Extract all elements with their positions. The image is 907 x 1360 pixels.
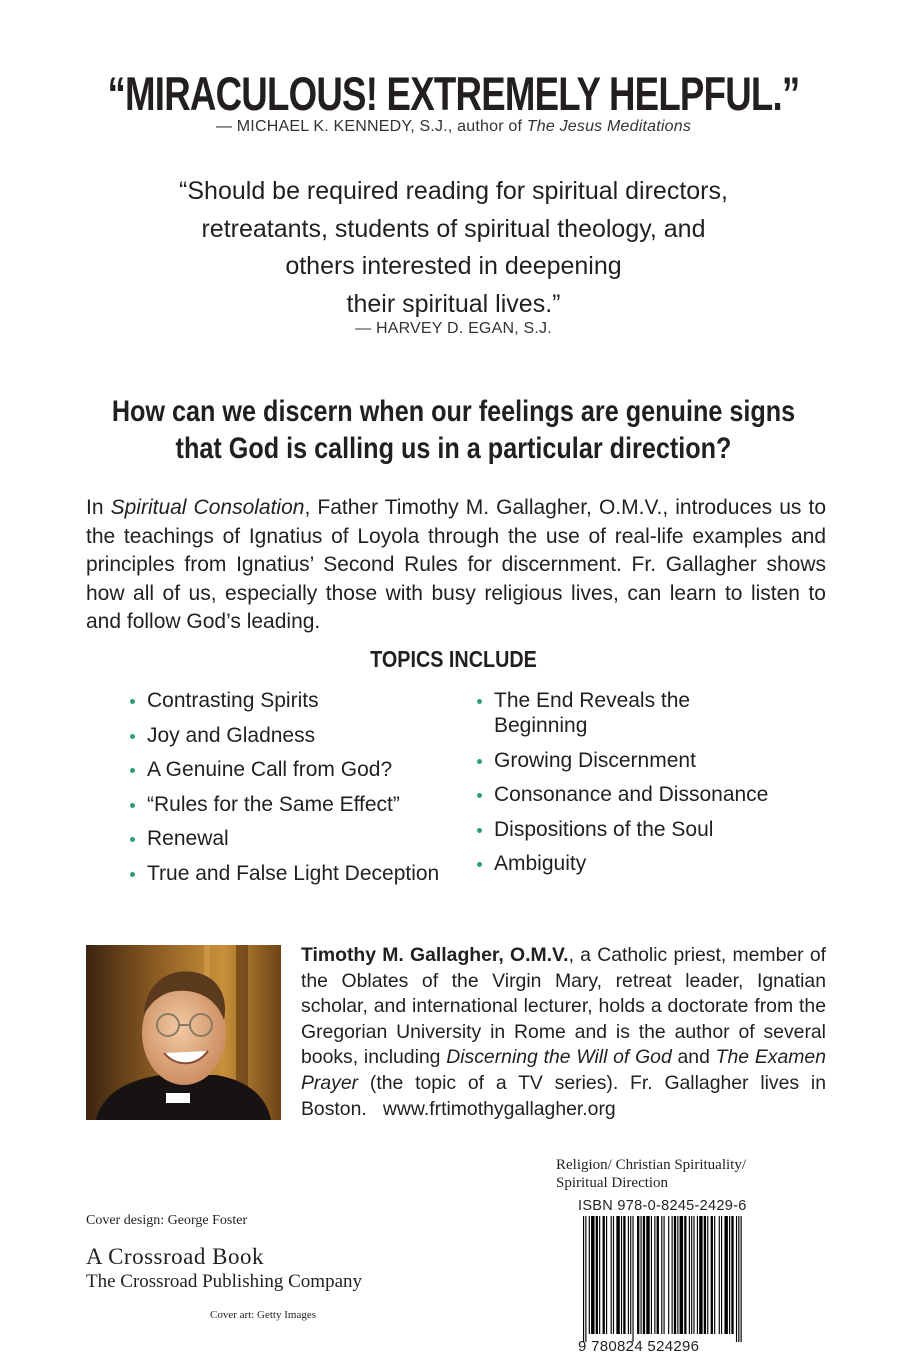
author-photo <box>86 945 281 1120</box>
category-line: Religion/ Christian Spirituality/ <box>556 1157 746 1173</box>
bullet-icon <box>477 862 482 867</box>
topic-item <box>473 782 803 807</box>
barcode-bar <box>668 1216 669 1334</box>
topic-item <box>126 757 466 782</box>
attribution-name: — MICHAEL K. KENNEDY, S.J., author of <box>215 118 527 135</box>
description-text: In <box>86 496 111 519</box>
barcode-bar <box>630 1216 631 1334</box>
review-quote-line: their spiritual lives.” <box>346 289 561 318</box>
topics-list-right <box>473 688 803 886</box>
barcode-bar <box>697 1216 698 1334</box>
barcode-bar <box>585 1216 586 1342</box>
headline-line: How can we discern when our feelings are genuine signs <box>111 395 796 428</box>
barcode-bar <box>603 1216 605 1334</box>
book-description <box>86 494 826 637</box>
pull-quote: “MIRACULOUS! EXTREMELY HELPFUL.” <box>107 67 800 120</box>
topic-label: The End Reveals the Beginning <box>494 689 691 737</box>
barcode-bar <box>657 1216 659 1334</box>
bullet-icon <box>477 828 482 833</box>
cover-design-credit: Cover design: George Foster <box>86 1213 248 1228</box>
bio-text: (the topic of a TV series). Fr. Gallagher lives in Boston. www.frtimothygallagher.org <box>301 1071 826 1120</box>
bullet-icon <box>130 837 135 842</box>
barcode-bar <box>641 1216 642 1334</box>
topics-heading: TOPICS INCLUDE <box>370 646 537 672</box>
barcode-bar <box>711 1216 713 1334</box>
topic-item <box>473 748 803 773</box>
barcode-bar <box>623 1216 625 1334</box>
barcode-bar <box>599 1216 600 1334</box>
isbn-label: ISBN 978-0-8245-2429-6 <box>578 1198 747 1214</box>
topic-item <box>126 861 466 886</box>
barcode-bar <box>589 1216 590 1334</box>
description-text: , Father Timothy M. Gallagher, O.M.V., introduces us to the teachings of Ignatius of Loyola through the use of real-life examples and principles from Ignatius’ Second Rules for discernment. Fr. Gallagher shows how all of us, especially those with busy religious lives, can learn to listen to and follow God’s leading. <box>86 496 826 633</box>
barcode-bar <box>677 1216 678 1334</box>
barcode-bar <box>596 1216 598 1334</box>
author-name: Timothy M. Gallagher, O.M.V. <box>301 944 569 966</box>
topic-item <box>473 688 694 738</box>
barcode-bar <box>637 1216 639 1334</box>
barcode-bar <box>738 1216 739 1342</box>
topic-label: Ambiguity <box>494 852 587 876</box>
barcode-bar <box>632 1216 633 1342</box>
author-bio <box>301 943 826 1122</box>
barcode-bar <box>729 1216 730 1334</box>
barcode-bar <box>731 1216 733 1334</box>
topic-label: Consonance and Dissonance <box>494 783 769 807</box>
barcode-bar <box>606 1216 607 1334</box>
barcode-bar <box>611 1216 612 1334</box>
barcode-bar <box>704 1216 706 1334</box>
category-label <box>556 1156 786 1192</box>
topic-item <box>126 688 466 713</box>
cover-art-credit: Cover art: Getty Images <box>210 1309 316 1321</box>
barcode-bar <box>674 1216 676 1334</box>
barcode-bar <box>672 1216 673 1334</box>
barcode-bar <box>719 1216 720 1334</box>
topic-label: Growing Discernment <box>494 748 696 772</box>
publisher-name: The Crossroad Publishing Company <box>86 1271 363 1292</box>
review-quote-line: “Should be required reading for spiritual directors, <box>179 177 728 205</box>
barcode-bar <box>684 1216 686 1334</box>
headline-line: that God is calling us in a particular direction? <box>175 432 732 465</box>
topic-item <box>473 817 803 842</box>
barcode-bar <box>689 1216 690 1334</box>
bullet-icon <box>477 793 482 798</box>
topic-label: Renewal <box>147 827 229 851</box>
review-attribution: — HARVEY D. EGAN, S.J. <box>355 320 552 337</box>
barcode-bar <box>654 1216 655 1334</box>
barcode-bar <box>661 1216 662 1334</box>
bio-text: , a Catholic priest, member of the Oblates of the Virgin Mary, retreat leader, Ignatian scholar, and international lecturer, holds a doctorate from the Gregorian University in Rome and is the author of several books, including <box>301 944 826 1069</box>
barcode-bar <box>664 1216 665 1334</box>
category-line: Spiritual Direction <box>556 1175 669 1191</box>
review-quote <box>0 173 907 323</box>
bullet-icon <box>130 872 135 877</box>
barcode-bar <box>741 1216 742 1342</box>
barcode-bar <box>680 1216 683 1334</box>
bullet-icon <box>130 734 135 739</box>
barcode-bar <box>651 1216 652 1334</box>
bullet-icon <box>130 699 135 704</box>
bullet-icon <box>477 699 482 704</box>
topic-label: True and False Light Deception <box>147 861 440 885</box>
barcode-bar <box>721 1216 722 1334</box>
barcode-bar <box>724 1216 727 1334</box>
imprint-name: A Crossroad Book <box>86 1244 264 1269</box>
review-quote-line: others interested in deepening <box>285 252 622 280</box>
barcode <box>583 1216 742 1342</box>
barcode-bar <box>583 1216 584 1342</box>
book-title: The Examen Prayer <box>301 1046 826 1094</box>
barcode-bar <box>736 1216 737 1342</box>
barcode-bar <box>613 1216 614 1334</box>
attribution-book-title: The Jesus Meditations <box>526 118 692 135</box>
barcode-bar <box>646 1216 649 1334</box>
barcode-bar <box>691 1216 692 1334</box>
quote-attribution <box>0 118 907 136</box>
review-quote-line: retreatants, students of spiritual theology, and <box>201 214 706 243</box>
barcode-bar <box>616 1216 619 1334</box>
topic-label: A Genuine Call from God? <box>147 758 393 782</box>
topic-item <box>126 826 466 851</box>
barcode-bar <box>699 1216 702 1334</box>
barcode-bar <box>643 1216 645 1334</box>
barcode-bar <box>693 1216 694 1334</box>
topic-item <box>473 851 803 876</box>
bio-text: and <box>671 1046 716 1069</box>
bullet-icon <box>130 803 135 808</box>
bullet-icon <box>477 759 482 764</box>
barcode-bar <box>714 1216 715 1334</box>
topics-list-left <box>126 688 466 896</box>
topic-item <box>126 723 466 748</box>
book-title: Spiritual Consolation <box>110 496 305 519</box>
barcode-bar <box>591 1216 594 1334</box>
topic-label: Joy and Gladness <box>147 723 316 747</box>
barcode-bar <box>628 1216 629 1334</box>
bullet-icon <box>130 768 135 773</box>
headline-question <box>73 393 835 467</box>
topic-label: Contrasting Spirits <box>147 689 319 712</box>
barcode-bar <box>707 1216 708 1334</box>
topic-label: Dispositions of the Soul <box>494 817 714 841</box>
topic-item <box>126 792 466 817</box>
topic-label: “Rules for the Same Effect” <box>147 792 400 816</box>
author-portrait-illustration <box>86 945 281 1120</box>
barcode-number: 9 780824 524296 <box>578 1338 700 1355</box>
book-title: Discerning the Will of God <box>446 1046 672 1069</box>
barcode-bar <box>621 1216 622 1334</box>
